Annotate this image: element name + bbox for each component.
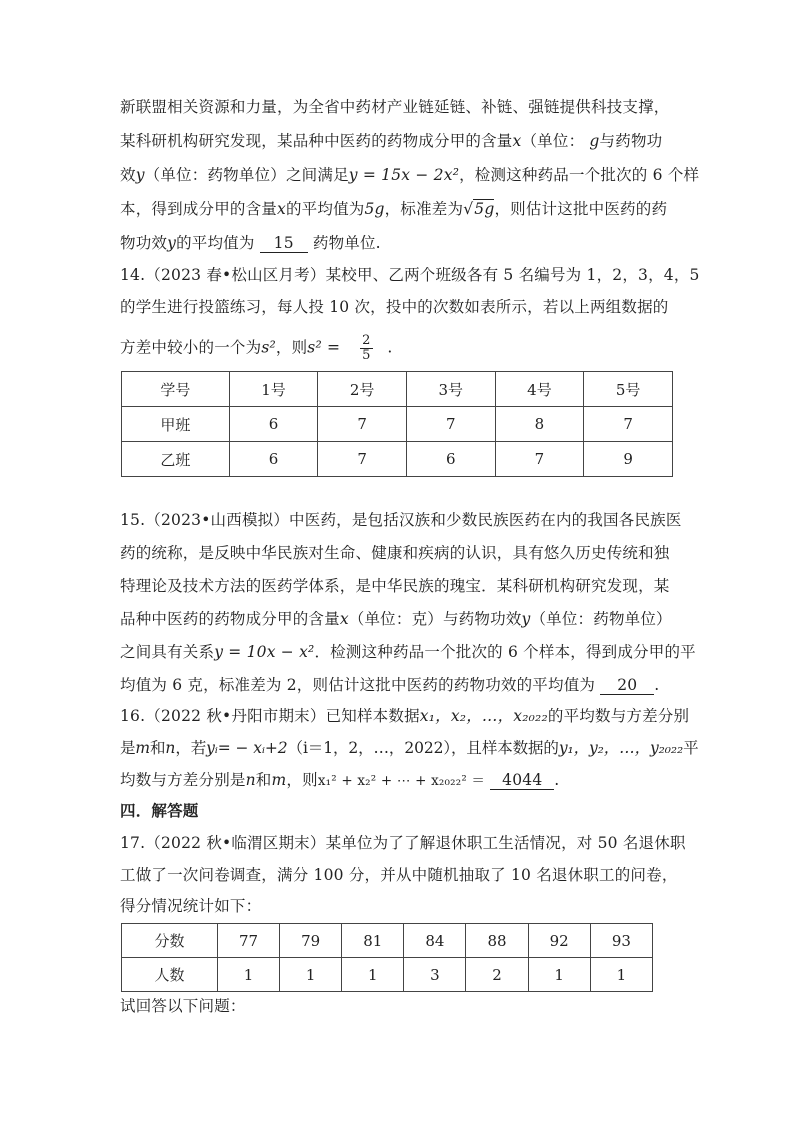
table-header-cell: 学号 <box>122 372 230 407</box>
p16-text: 平 <box>683 739 699 757</box>
std-dev-value: 5g <box>474 200 495 218</box>
p15-text: （单位：克）与药物功效 <box>348 610 522 628</box>
p13-text: 与药物功 <box>599 132 663 150</box>
variable-y: y <box>167 234 177 252</box>
score-table <box>121 923 653 992</box>
p15-line-2 <box>120 543 680 563</box>
sample-y-data: y₁，y₂，…，y₂₀₂₂ <box>558 739 684 757</box>
p14-text: . <box>387 338 393 357</box>
table-header-cell: 1号 <box>229 372 318 407</box>
table-cell: 7 <box>495 442 584 477</box>
variable-x: x <box>277 200 286 218</box>
p16-text: 和 <box>150 739 166 757</box>
p13-line-4 <box>120 199 680 219</box>
p15-line-5 <box>120 642 696 662</box>
table-cell: 6 <box>406 442 495 477</box>
p16-text: . <box>554 771 560 789</box>
variable-m: m <box>271 771 287 789</box>
p13-text: 效 <box>120 166 136 184</box>
p13-line-5 <box>120 233 680 253</box>
p13-line-1 <box>120 97 680 117</box>
table-header-cell: 3号 <box>406 372 495 407</box>
table-cell: 88 <box>466 924 528 958</box>
table-cell: 79 <box>280 924 342 958</box>
table-cell: 甲班 <box>122 407 230 442</box>
p16-text: 均数与方差分别是 <box>120 771 246 789</box>
table-row <box>122 407 673 442</box>
answer-blank: 20 <box>600 676 654 695</box>
p16-text: ，若 <box>175 739 207 757</box>
p17-line-2 <box>120 865 680 885</box>
table-cell: 7 <box>318 407 407 442</box>
p14-text: 14.（2023 春•松山区月考）某校甲、乙两个班级各有 5 名编号为 1，2，3，4，5 <box>120 266 700 284</box>
p16-text: 是 <box>120 739 136 757</box>
p13-text: 新联盟相关资源和力量，为全省中药材产业链延链、补链、强链提供科技支撑， <box>120 98 670 116</box>
table-cell: 93 <box>590 924 652 958</box>
p15-line-6 <box>120 675 680 695</box>
table-cell: 7 <box>584 407 673 442</box>
p17-text: 试回答以下问题： <box>120 997 246 1015</box>
table-cell: 3 <box>404 958 466 992</box>
p13-text: 的平均值为 <box>285 200 365 218</box>
sqrt-sign: √ <box>463 200 474 218</box>
table-cell: 1 <box>217 958 279 992</box>
p14-text: 的学生进行投篮练习，每人投 10 次，投中的次数如表所示，若以上两组数据的 <box>120 298 669 316</box>
table-cell: 8 <box>495 407 584 442</box>
p13-line-2 <box>120 131 680 151</box>
unit-g: g <box>589 132 600 150</box>
fraction-denominator: 5 <box>362 348 371 363</box>
p14-text: ，则 <box>275 338 308 357</box>
variable-y: y <box>135 166 145 184</box>
formula-y-15x: y = 15x − 2x² <box>348 166 460 184</box>
p17-line-4 <box>120 996 680 1016</box>
table-header-cell: 2号 <box>318 372 407 407</box>
table-cell: 乙班 <box>122 442 230 477</box>
section-heading-text: 四．解答题 <box>120 801 199 820</box>
fraction <box>360 334 372 363</box>
table-cell: 7 <box>406 407 495 442</box>
p17-line-1 <box>120 833 686 853</box>
p13-text: 药物单位. <box>312 234 381 252</box>
table-cell: 6 <box>229 442 318 477</box>
p15-text: ．检测这种药品一个批次的 6 个样本，得到成分甲的平 <box>314 643 696 661</box>
p16-text: 的平均数与方差分别 <box>547 707 690 725</box>
answer-blank <box>345 334 387 363</box>
table-header-row <box>122 372 673 407</box>
p15-text: 特理论及技术方法的医药学体系，是中华民族的瑰宝．某科研机构研究发现，某 <box>120 577 670 595</box>
p14-line-2 <box>120 297 680 317</box>
table-cell: 92 <box>528 924 590 958</box>
variable-x: x <box>512 132 522 150</box>
table-cell: 1 <box>528 958 590 992</box>
answer-blank: 15 <box>260 234 308 253</box>
p13-text: 的平均值为 <box>176 234 255 252</box>
sum-of-squares-expression: x₁² + x₂² + ⋯ + x₂₀₂₂² ＝ <box>317 773 486 789</box>
mean-value: 5g <box>364 200 385 218</box>
p15-text: 药的统称，是反映中华民族对生命、健康和疾病的认识，具有悠久历史传统和独 <box>120 544 670 562</box>
p14-line-1 <box>120 265 700 285</box>
table-cell: 2 <box>466 958 528 992</box>
p16-text: 16.（2022 秋•丹阳市期末）已知样本数据 <box>120 707 420 725</box>
table-cell: 77 <box>217 924 279 958</box>
table-header-cell: 分数 <box>122 924 218 958</box>
p15-text: （单位：药物单位） <box>530 610 672 628</box>
p13-text: 本，得到成分甲的含量 <box>120 200 278 218</box>
variable-n: n <box>165 739 176 757</box>
formula-y-10x: y = 10x − x² <box>214 643 315 661</box>
table-cell: 81 <box>342 924 404 958</box>
table-header-row <box>122 924 653 958</box>
p13-line-3 <box>120 165 700 185</box>
p16-line-3 <box>120 770 680 791</box>
sample-x-data: x₁，x₂，…，x₂₀₂₂ <box>419 707 548 725</box>
p15-text: 均值为 6 克，标准差为 2，则估计这批中医药的药物功效的平均值为 <box>120 676 596 694</box>
table-row <box>122 958 653 992</box>
fraction-numerator: 2 <box>362 333 371 348</box>
p13-text: ，标准差为 <box>384 200 464 218</box>
table-cell: 1 <box>342 958 404 992</box>
table-header-cell: 4号 <box>495 372 584 407</box>
table-header-cell: 人数 <box>122 958 218 992</box>
p16-line-2 <box>120 738 699 758</box>
p14-text: 方差中较小的一个为 <box>120 338 262 357</box>
p13-text: 某科研机构研究发现，某品种中医药的药物成分甲的含量 <box>120 132 513 150</box>
table-cell: 7 <box>318 442 407 477</box>
table-cell: 1 <box>280 958 342 992</box>
p13-text: 物功效 <box>120 234 168 252</box>
table-cell: 84 <box>404 924 466 958</box>
variance-symbol: s² <box>261 338 276 357</box>
p17-text: 工做了一次问卷调查，满分 100 分，并从中随机抽取了 10 名退休职工的问卷， <box>120 866 678 884</box>
variable-m: m <box>135 739 151 757</box>
variance-symbol: s² = <box>307 338 341 357</box>
p13-text: （单位：药物单位）之间满足 <box>144 166 349 184</box>
table-cell: 1 <box>590 958 652 992</box>
p13-text: （单位： <box>521 132 585 150</box>
p16-text: （i＝1，2，…，2022），且样本数据的 <box>287 739 559 757</box>
variable-y: y <box>521 610 531 628</box>
p15-text: 15.（2023•山西模拟）中医药，是包括汉族和少数民族医药在内的我国各民族医 <box>120 511 682 529</box>
answer-blank: 4044 <box>490 771 554 790</box>
p16-text: ，则 <box>286 771 318 789</box>
p16-line-1 <box>120 706 690 726</box>
variable-x: x <box>339 610 349 628</box>
p17-text: 得分情况统计如下： <box>120 897 262 915</box>
p13-text: ，则估计这批中医药的药 <box>494 200 668 218</box>
p15-text: 之间具有关系 <box>120 643 215 661</box>
p16-text: 和 <box>255 771 272 789</box>
table-header-cell: 5号 <box>584 372 673 407</box>
p17-line-3 <box>120 896 680 916</box>
p15-text: 品种中医药的药物成分甲的含量 <box>120 610 340 628</box>
p15-line-3 <box>120 576 680 596</box>
relation-y-x: yᵢ= − xᵢ+2 <box>206 739 288 757</box>
section-heading <box>120 801 680 821</box>
table-cell: 6 <box>229 407 318 442</box>
p15-line-1 <box>120 510 680 530</box>
table-cell: 9 <box>584 442 673 477</box>
p14-line-3 <box>120 334 680 363</box>
p17-text: 17.（2022 秋•临渭区期末）某单位为了了解退休职工生活情况，对 50 名退休职 <box>120 834 686 852</box>
p13-text: ，检测这种药品一个批次的 6 个样 <box>459 166 700 184</box>
variable-n: n <box>245 771 256 789</box>
shooting-table <box>121 371 673 477</box>
p15-text: . <box>654 676 660 694</box>
p15-line-4 <box>120 609 680 629</box>
table-row <box>122 442 673 477</box>
